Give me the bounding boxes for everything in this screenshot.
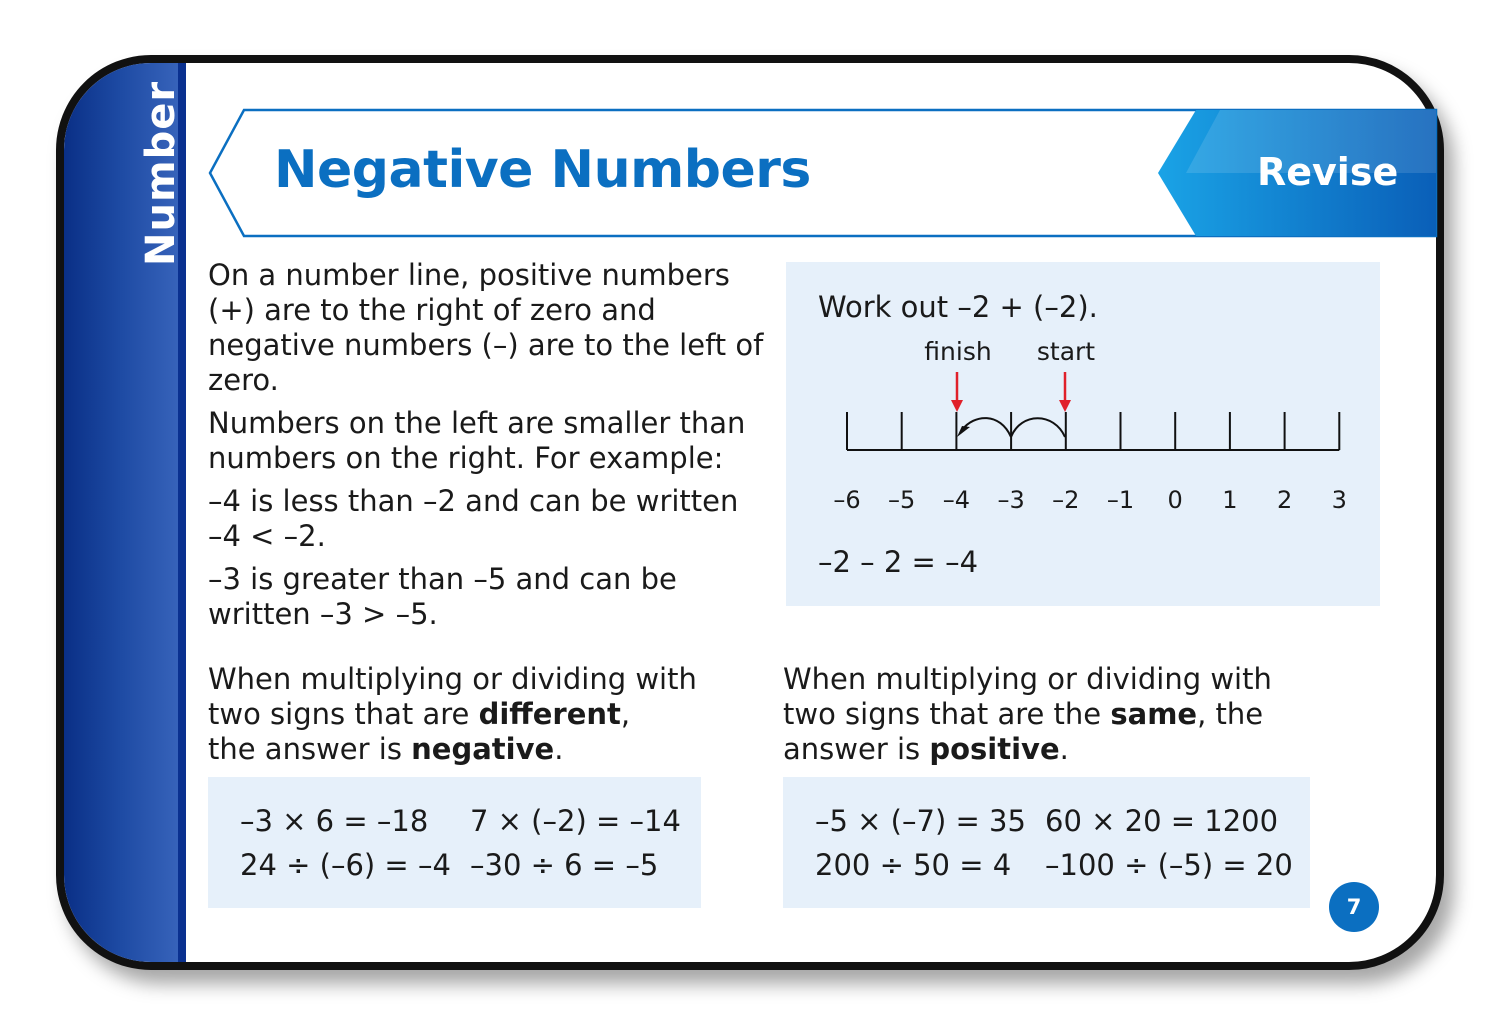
page-number-badge: 7 xyxy=(1329,882,1379,932)
tick-label: 3 xyxy=(1331,486,1347,514)
example-equation: 60 × 20 = 1200 xyxy=(1045,804,1279,838)
jump-arc-1 xyxy=(1011,418,1065,437)
tick-label: 0 xyxy=(1167,486,1183,514)
tick-label: –3 xyxy=(997,486,1025,514)
different-signs-panel xyxy=(208,777,701,908)
intro-text xyxy=(208,258,768,640)
example-equation: –5 × (–7) = 35 xyxy=(815,804,1026,838)
example-equation: –3 × 6 = –18 xyxy=(240,804,429,838)
tick-label: –4 xyxy=(942,486,971,514)
title-banner xyxy=(0,0,1500,260)
rule-different-text: When multiplying or dividing with two signs that are different, the answer is negative. xyxy=(208,662,697,766)
tick-label: –2 xyxy=(1052,486,1080,514)
example-equation: –30 ÷ 6 = –5 xyxy=(470,848,659,882)
example-equation: 200 ÷ 50 = 4 xyxy=(815,848,1012,882)
start-label: start xyxy=(1036,337,1096,366)
example-answer: –2 – 2 = –4 xyxy=(818,545,979,579)
tick-label: 2 xyxy=(1276,486,1293,514)
tick-label: –1 xyxy=(1106,486,1135,514)
tick-label: –5 xyxy=(888,486,916,514)
example-question: Work out –2 + (–2). xyxy=(818,290,1098,324)
arc-arrowhead xyxy=(957,426,970,437)
finish-label: finish xyxy=(924,337,992,366)
jump-arc-2 xyxy=(962,418,1011,437)
revise-tag: Revise xyxy=(1257,150,1399,194)
less-than-example: –4 is less than –2 and can be written –4 < –2. xyxy=(208,484,739,553)
number-line xyxy=(786,262,1380,542)
example-equation: –100 ÷ (–5) = 20 xyxy=(1045,848,1293,882)
tick-label: –6 xyxy=(833,486,861,514)
example-equation: 7 × (–2) = –14 xyxy=(470,804,681,838)
greater-than-example: –3 is greater than –5 and can be written –3 > –5. xyxy=(208,562,677,631)
tick-label: 1 xyxy=(1222,486,1238,514)
section-label: Number xyxy=(138,80,184,266)
example-equation: 24 ÷ (–6) = –4 xyxy=(240,848,451,882)
intro-paragraph-2: Numbers on the left are smaller than numbers on the right. For example: xyxy=(208,406,746,475)
page-title: Negative Numbers xyxy=(274,140,811,200)
rule-same-text: When multiplying or dividing with two signs that are the same, the answer is positive. xyxy=(783,662,1272,766)
same-signs-panel xyxy=(783,777,1310,908)
intro-paragraph-1: On a number line, positive numbers (+) are to the right of zero and negative numbers (–) are to the left of zero. xyxy=(208,258,764,397)
